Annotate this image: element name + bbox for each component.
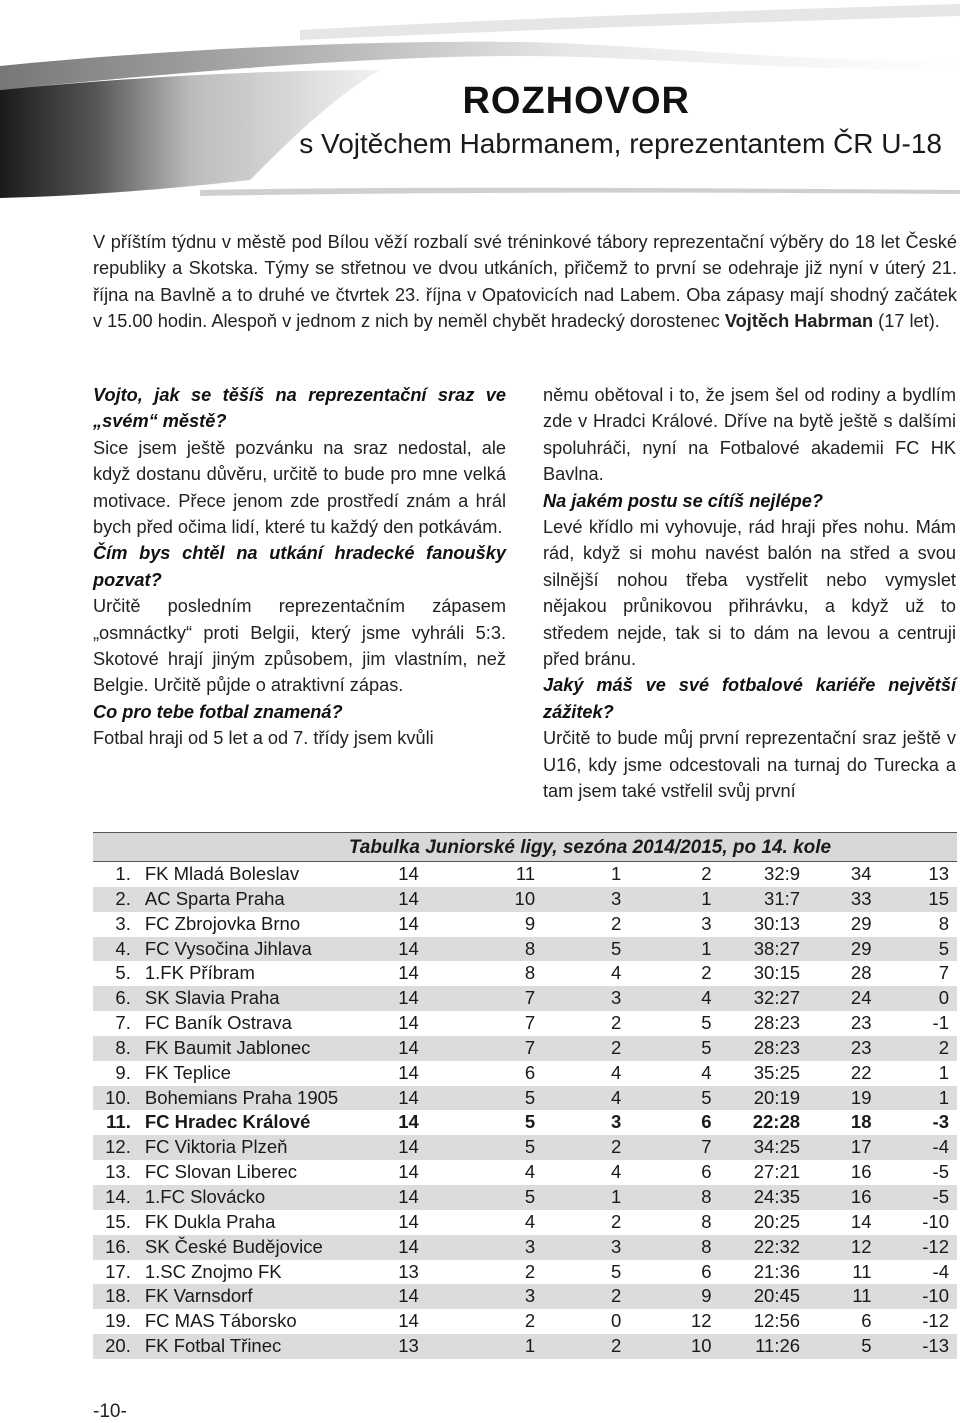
interview-question: Vojto, jak se těšíš na reprezentační sraz ve „svém“ městě? [93,385,506,432]
table-row [93,1160,957,1185]
table-cell-pl: 14 [398,1135,453,1160]
table-cell-l: 8 [621,1235,711,1260]
table-cell-team: SK Slavia Praha [145,986,398,1011]
table-cell-w: 4 [524,1210,536,1232]
table-cell-pl: 14 [398,1284,453,1309]
table-cell-l: 3 [701,912,712,934]
table-cell-diff: 13 [928,863,949,884]
table-cell-diff: -5 [932,1161,949,1183]
table-cell-team: FC Baník Ostrava [144,1012,292,1034]
table-cell-pts: 18 [850,1111,872,1133]
table-row [93,1309,957,1334]
table-cell-l: 5 [621,1086,711,1111]
table-cell-pos: 3. [115,912,131,934]
table-cell-diff: 7 [938,962,949,984]
table-cell-score: 27:21 [753,1161,801,1183]
interview-answer: Určitě posledním reprezentačním zápasem „osmnáctky“ proti Belgii, který jsme vyhráli 5:3. Skotové hrají jiným způsobem, jim vlastním, než Belgie. Určitě půjde o atraktivní zápas. [93,596,506,696]
table-cell-diff: 5 [872,937,958,962]
table-cell-score: 12:56 [753,1310,801,1332]
table-cell-score: 20:25 [753,1210,801,1232]
table-cell-pos: 16. [93,1235,145,1260]
table-cell-score: 11:26 [712,1334,801,1359]
table-cell-pos: 15. [105,1210,131,1232]
table-cell-l: 6 [701,1260,712,1282]
table-cell-d: 3 [535,887,621,912]
table-cell-diff: 2 [872,1036,958,1061]
table-cell-pl: 13 [398,1260,419,1282]
page-number: -10- [93,1401,127,1422]
table-cell-score: 24:35 [712,1185,801,1210]
table-cell-team: FK Dukla Praha [144,1210,276,1232]
table-cell-pl: 14 [398,1111,419,1133]
table-row [93,1334,957,1359]
table-cell-team: 1.SC Znojmo FK [144,1260,282,1282]
table-row [93,937,957,962]
table-cell-score: 22:32 [712,1235,801,1260]
table-cell-l: 5 [701,1012,712,1034]
table-cell-pts: 29 [850,912,872,934]
table-cell-d: 2 [610,912,622,934]
table-cell-team: FK Mladá Boleslav [144,863,300,884]
table-cell-w: 5 [524,1111,536,1133]
table-cell-team: FC Zbrojovka Brno [144,912,301,934]
table-cell-diff: 1 [938,1061,949,1083]
table-cell-l: 6 [701,1161,712,1183]
table-cell-pts: 11 [852,1260,872,1282]
interview-question: Jaký máš ve své fotbalové kariéře největší zážitek? [543,675,956,722]
table-cell-w: 3 [453,1235,535,1260]
table-cell-w: 6 [524,1061,536,1083]
table-cell-d: 2 [610,1012,622,1034]
table-cell-diff: -10 [872,1284,958,1309]
table-cell-w: 7 [453,1036,535,1061]
table-cell-pl: 14 [398,1185,453,1210]
league-table-body [93,862,957,1359]
table-cell-diff: -3 [932,1111,949,1133]
table-cell-pts: 24 [800,986,871,1011]
interview-answer: Fotbal hraji od 5 let a od 7. třídy jsem kvůli [93,728,434,749]
table-cell-pl: 14 [398,1310,419,1332]
table-cell-pl: 14 [398,1012,419,1034]
league-table-title: Tabulka Juniorské ligy, sezóna 2014/2015, po 14. kole [93,832,957,862]
table-cell-pts: 6 [861,1310,872,1332]
table-row [93,1135,957,1160]
table-cell-pl: 14 [398,912,419,934]
table-cell-pts: 17 [800,1135,871,1160]
table-cell-score: 32:9 [764,863,801,884]
intro-player-name: Vojtěch Habrman [724,311,874,332]
table-cell-team: FK Baumit Jablonec [145,1036,398,1061]
intro-text: V příštím týdnu v městě pod Bílou věží rozbalí své tréninkové tábory reprezentační výběry do 18 let České republiky a Skotska. Týmy se střetnou ve dvou utkáních, přičemž to první se odehraje již nyní v úterý 21. října na Bavlně a to druhé ve čtvrtek 23. října v Opatovicích nad Labem. Oba zápasy mají shodný začátek v 15.00 hodin. Alespoň v jednom z nich by neměl chybět hradecký dorostenec [93,232,957,332]
interview-question: Co pro tebe fotbal znamená? [93,701,343,722]
table-cell-w: 7 [453,986,535,1011]
interview-column-right [543,382,956,805]
table-cell-pos: 7. [115,1012,131,1034]
table-cell-l: 2 [701,962,712,984]
table-cell-pts: 19 [800,1086,871,1111]
table-cell-w: 8 [453,937,535,962]
table-cell-pl: 13 [398,1334,453,1359]
table-row [93,1110,957,1135]
table-cell-score: 21:36 [753,1260,801,1282]
table-cell-diff: -12 [922,1310,949,1332]
table-cell-l: 6 [701,1111,712,1133]
table-cell-d: 4 [535,1086,621,1111]
page-subtitle: s Vojtěchem Habrmanem, reprezentantem ČR U-18 [299,128,942,159]
table-cell-score: 38:27 [712,937,801,962]
table-cell-l: 4 [701,1061,712,1083]
table-cell-score: 31:7 [712,887,801,912]
table-cell-w: 2 [524,1310,536,1332]
table-cell-pos: 10. [93,1086,145,1111]
table-cell-diff: -5 [872,1185,958,1210]
table-cell-diff: 1 [872,1086,958,1111]
table-cell-l: 12 [690,1310,712,1332]
table-cell-w: 5 [453,1185,535,1210]
table-cell-score: 32:27 [712,986,801,1011]
table-cell-pts: 22 [850,1061,872,1083]
table-cell-diff: -1 [932,1012,949,1034]
table-cell-pos: 1. [115,863,131,884]
table-cell-w: 3 [453,1284,535,1309]
table-cell-score: 30:15 [753,962,801,984]
table-cell-pos: 2. [93,887,145,912]
table-cell-w: 8 [524,962,536,984]
table-cell-pos: 20. [93,1334,145,1359]
table-cell-d: 4 [610,1061,622,1083]
table-cell-d: 5 [610,1260,622,1282]
table-cell-w: 5 [453,1135,535,1160]
table-cell-pts: 11 [800,1284,871,1309]
table-cell-l: 5 [621,1036,711,1061]
table-cell-pos: 9. [115,1061,131,1083]
table-row [93,1210,957,1235]
interview-question: Na jakém postu se cítíš nejlépe? [543,490,823,511]
table-cell-score: 22:28 [752,1111,801,1133]
table-cell-score: 34:25 [712,1135,801,1160]
table-cell-diff: -13 [872,1334,958,1359]
table-cell-w: 9 [524,912,536,934]
table-cell-l: 2 [701,863,712,884]
table-cell-d: 2 [535,1334,621,1359]
table-row [93,1011,957,1036]
interview-column-left [93,382,506,752]
table-cell-l: 8 [621,1185,711,1210]
table-cell-d: 3 [535,986,621,1011]
table-cell-d: 3 [610,1111,622,1133]
table-row [93,1284,957,1309]
table-row [93,1036,957,1061]
table-cell-pos: 11. [106,1111,131,1133]
table-cell-team: 1.FC Slovácko [145,1185,398,1210]
table-row [93,862,957,887]
table-cell-team: FK Fotbal Třinec [145,1334,398,1359]
table-cell-l: 8 [701,1210,712,1232]
table-cell-w: 2 [524,1260,536,1282]
table-cell-d: 2 [535,1036,621,1061]
table-cell-pts: 23 [800,1036,871,1061]
table-cell-pl: 14 [398,986,453,1011]
table-cell-pos: 17. [105,1260,131,1282]
table-row [93,1061,957,1086]
table-cell-w: 4 [524,1161,536,1183]
table-cell-team: FC MAS Táborsko [144,1310,297,1332]
table-cell-team: Bohemians Praha 1905 [145,1086,398,1111]
table-cell-pos: 14. [93,1185,145,1210]
table-row [93,1260,957,1285]
table-cell-pos: 18. [93,1284,145,1309]
table-cell-team: FC Viktoria Plzeň [145,1135,398,1160]
table-cell-pos: 4. [93,937,145,962]
table-cell-l: 1 [621,937,711,962]
table-cell-l: 7 [621,1135,711,1160]
table-cell-w: 1 [453,1334,535,1359]
league-table [93,832,957,1359]
table-cell-pos: 6. [93,986,145,1011]
table-cell-pos: 12. [93,1135,145,1160]
table-cell-d: 4 [610,1161,622,1183]
table-cell-pts: 23 [850,1012,872,1034]
table-cell-pl: 14 [398,1235,453,1260]
table-cell-team: AC Sparta Praha [145,887,398,912]
table-cell-diff: -10 [922,1210,949,1232]
table-cell-team: FK Teplice [144,1061,231,1083]
intro-text-end: (17 let). [873,311,940,332]
table-cell-d: 2 [535,1284,621,1309]
table-cell-pts: 29 [800,937,871,962]
interview-answer: Levé křídlo mi vyhovuje, rád hraji přes nohu. Mám rád, když si mohu navést balón na střed a svou silnější nohou třeba vystřelit nebo vymyslet nějakou průnikovou přihrávku, a když už to středem nejde, tak si to dám na levou a centruji před bránu. [543,517,956,670]
table-cell-pl: 14 [398,962,419,984]
table-cell-w: 7 [524,1012,536,1034]
table-cell-w: 11 [515,863,536,884]
table-row [93,912,957,937]
table-row [93,1086,957,1111]
table-cell-diff: 15 [872,887,958,912]
table-cell-score: 28:23 [712,1036,801,1061]
table-cell-pl: 14 [398,937,453,962]
table-cell-pl: 14 [398,1061,419,1083]
table-cell-pl: 14 [398,887,453,912]
table-cell-d: 1 [535,1185,621,1210]
table-cell-score: 20:19 [712,1086,801,1111]
table-cell-diff: -4 [872,1135,958,1160]
table-cell-score: 20:45 [712,1284,801,1309]
table-cell-pl: 14 [398,1086,453,1111]
intro-paragraph [93,229,957,335]
table-cell-pos: 13. [105,1161,131,1183]
table-cell-d: 3 [535,1235,621,1260]
table-cell-pts: 12 [800,1235,871,1260]
table-cell-pl: 14 [398,1036,453,1061]
table-cell-diff: -4 [932,1260,949,1282]
table-cell-team: SK České Budějovice [145,1235,398,1260]
interview-answer: Sice jsem ještě pozvánku na sraz nedostal, ale když dostanu důvěru, určitě to bude pro mne velká motivace. Přece jenom zde prostředí znám a hrál bych před očima lidí, které tu každý den potkávám. [93,437,506,538]
table-cell-score: 35:25 [753,1061,801,1083]
table-cell-team: 1.FK Příbram [144,962,255,984]
interview-answer: němu obětoval i to, že jsem šel od rodiny a bydlím zde v Hradci Králové. Dříve na bytě ještě s dalšími spoluhráči, nyní na Fotbalové akademii FC HK Bavlna. [543,385,956,485]
table-cell-d: 5 [535,937,621,962]
table-cell-team: FK Varnsdorf [145,1284,398,1309]
table-cell-pl: 14 [398,1161,419,1183]
table-cell-pos: 5. [115,962,131,984]
table-cell-d: 0 [610,1310,622,1332]
table-cell-d: 2 [610,1210,622,1232]
table-row [93,986,957,1011]
table-cell-d: 2 [535,1135,621,1160]
table-row [93,961,957,986]
table-cell-pts: 34 [850,863,872,884]
table-cell-pts: 33 [800,887,871,912]
table-cell-pts: 5 [800,1334,871,1359]
table-cell-l: 4 [621,986,711,1011]
table-cell-l: 9 [621,1284,711,1309]
interview-answer: Určitě to bude můj první reprezentační sraz ještě v U16, kdy jsme odcestovali na turnaj do Turecka a tam jsem také vstřelil svůj první [543,728,956,802]
table-cell-diff: -12 [872,1235,958,1260]
table-cell-l: 10 [621,1334,711,1359]
table-cell-pts: 28 [850,962,872,984]
table-cell-team: FC Hradec Králové [144,1111,311,1133]
table-row [93,1185,957,1210]
table-cell-score: 30:13 [753,912,801,934]
table-cell-d: 1 [610,863,622,884]
table-row [93,1235,957,1260]
table-cell-pos: 19. [105,1310,131,1332]
table-cell-pl: 14 [398,1210,419,1232]
table-cell-score: 28:23 [753,1012,801,1034]
table-cell-pts: 16 [850,1161,872,1183]
table-cell-w: 5 [453,1086,535,1111]
table-cell-pl: 14 [398,863,419,884]
table-cell-team: FC Vysočina Jihlava [145,937,398,962]
table-cell-l: 1 [621,887,711,912]
table-cell-d: 4 [610,962,622,984]
table-cell-pos: 8. [93,1036,145,1061]
table-cell-diff: 0 [872,986,958,1011]
table-cell-diff: 8 [938,912,949,934]
interview-question: Čím bys chtěl na utkání hradecké fanoušky pozvat? [93,543,506,590]
table-cell-w: 10 [453,887,535,912]
table-cell-pts: 14 [850,1210,872,1232]
page-title: ROZHOVOR [462,80,690,122]
table-row [93,887,957,912]
table-cell-team: FC Slovan Liberec [144,1161,298,1183]
table-cell-pts: 16 [800,1185,871,1210]
